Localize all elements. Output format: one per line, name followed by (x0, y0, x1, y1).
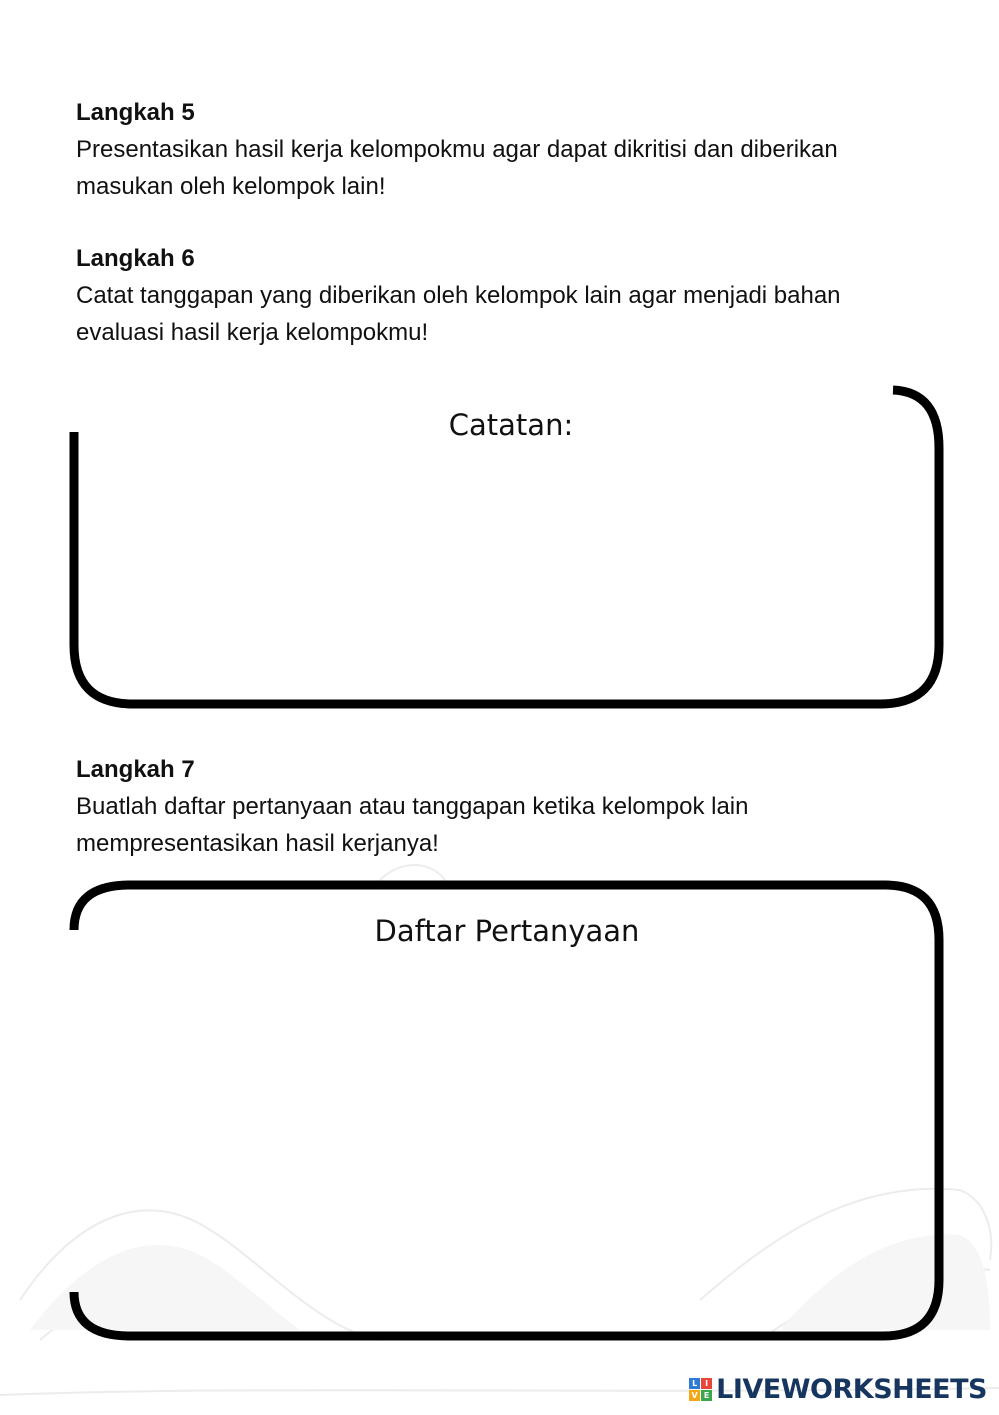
liveworksheets-wordmark: LIVEWORKSHEETS (716, 1374, 987, 1405)
liveworksheets-logo-icon (689, 1378, 713, 1402)
step-5-text-line-1: Presentasikan hasil kerja kelompokmu agar dapat dikritisi dan diberikan (76, 136, 838, 163)
step-6-text-line-1: Catat tanggapan yang diberikan oleh kelompok lain agar menjadi bahan (76, 282, 841, 309)
logo-letter-i: I (701, 1378, 712, 1389)
liveworksheets-brand (689, 1374, 987, 1405)
step-7-text-line-1: Buatlah daftar pertanyaan atau tanggapan ketika kelompok lain (76, 793, 749, 820)
logo-letter-l: L (689, 1378, 700, 1389)
step-7-title: Langkah 7 (76, 756, 195, 783)
logo-letter-v: V (689, 1390, 700, 1401)
step-5-text-line-2: masukan oleh kelompok lain! (76, 173, 386, 200)
logo-letter-e: E (701, 1390, 712, 1401)
step-6-text-line-2: evaluasi hasil kerja kelompokmu! (76, 319, 429, 346)
questions-box-title: Daftar Pertanyaan (374, 914, 640, 948)
notes-box-title: Catatan: (448, 408, 574, 442)
step-6-title: Langkah 6 (76, 245, 195, 272)
step-7-text-line-2: mempresentasikan hasil kerjanya! (76, 830, 439, 857)
step-5-title: Langkah 5 (76, 99, 195, 126)
